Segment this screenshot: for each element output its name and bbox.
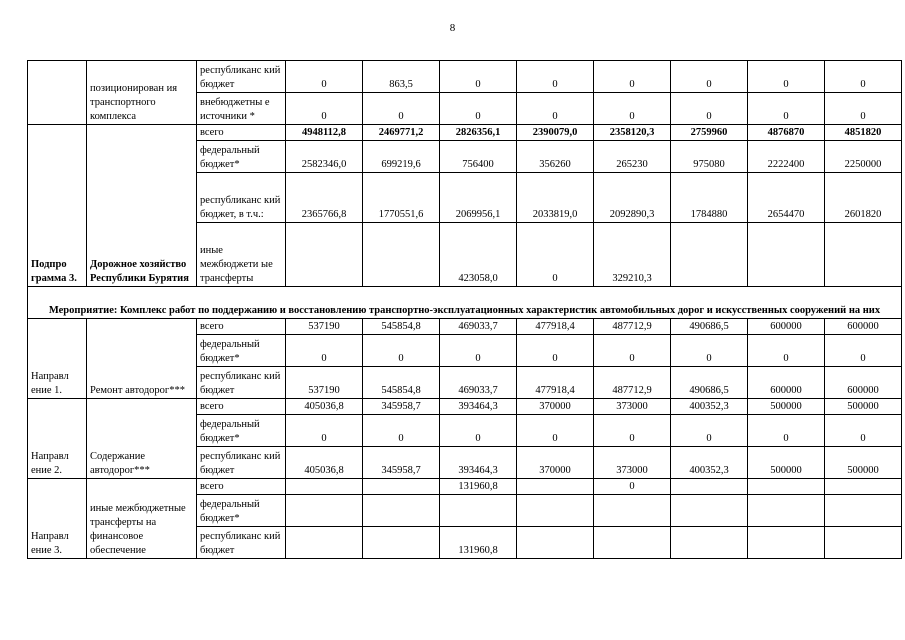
value-cell: 0 <box>748 61 825 93</box>
value-cell: 490686,5 <box>671 319 748 335</box>
value-cell: 356260 <box>517 141 594 173</box>
value-cell: 600000 <box>748 367 825 399</box>
value-cell: 500000 <box>748 399 825 415</box>
value-cell <box>748 495 825 527</box>
value-cell <box>671 527 748 559</box>
value-cell: 2365766,8 <box>286 173 363 223</box>
value-cell: 393464,3 <box>440 447 517 479</box>
value-cell: 345958,7 <box>363 399 440 415</box>
page-number: 8 <box>449 22 456 34</box>
value-cell: 0 <box>517 93 594 125</box>
table-row <box>28 399 902 415</box>
section-cell: Направл ение 2. <box>28 399 87 479</box>
value-cell: 4851820 <box>825 125 902 141</box>
funding-source: республиканс кий бюджет <box>197 367 286 399</box>
value-cell: 0 <box>363 335 440 367</box>
value-cell: 0 <box>671 415 748 447</box>
value-cell <box>286 223 363 287</box>
funding-source: республиканс кий бюджет, в т.ч.: <box>197 173 286 223</box>
value-cell: 131960,8 <box>440 479 517 495</box>
value-cell <box>671 495 748 527</box>
funding-source: федеральный бюджет* <box>197 415 286 447</box>
value-cell <box>363 527 440 559</box>
value-cell: 2033819,0 <box>517 173 594 223</box>
section-cell: Направл ение 3. <box>28 479 87 559</box>
section-cell: Направл ение 1. <box>28 319 87 399</box>
value-cell: 0 <box>594 335 671 367</box>
value-cell <box>671 479 748 495</box>
activity-name: Содержание автодорог*** <box>87 399 197 479</box>
value-cell: 370000 <box>517 447 594 479</box>
value-cell: 545854,8 <box>363 367 440 399</box>
value-cell: 600000 <box>825 367 902 399</box>
value-cell <box>517 495 594 527</box>
funding-source: республиканс кий бюджет <box>197 61 286 93</box>
table-row <box>28 479 902 495</box>
value-cell: 756400 <box>440 141 517 173</box>
value-cell: 400352,3 <box>671 447 748 479</box>
value-cell <box>440 495 517 527</box>
value-cell: 0 <box>748 93 825 125</box>
value-cell <box>363 223 440 287</box>
value-cell: 477918,4 <box>517 367 594 399</box>
funding-source: федеральный бюджет* <box>197 495 286 527</box>
funding-source: республиканс кий бюджет <box>197 527 286 559</box>
value-cell <box>825 479 902 495</box>
value-cell <box>286 495 363 527</box>
value-cell: 0 <box>671 93 748 125</box>
value-cell: 0 <box>594 479 671 495</box>
value-cell: 0 <box>825 93 902 125</box>
funding-source: федеральный бюджет* <box>197 335 286 367</box>
value-cell: 2358120,3 <box>594 125 671 141</box>
activity-name: Дорожное хозяйство Республики Бурятия <box>87 125 197 287</box>
table-row <box>28 61 902 93</box>
value-cell <box>594 495 671 527</box>
value-cell: 345958,7 <box>363 447 440 479</box>
value-cell: 0 <box>286 93 363 125</box>
value-cell: 2759960 <box>671 125 748 141</box>
value-cell <box>286 479 363 495</box>
funding-source: федеральный бюджет* <box>197 141 286 173</box>
value-cell <box>748 527 825 559</box>
value-cell: 2654470 <box>748 173 825 223</box>
value-cell: 0 <box>825 61 902 93</box>
value-cell: 537190 <box>286 367 363 399</box>
value-cell: 487712,9 <box>594 319 671 335</box>
value-cell: 2469771,2 <box>363 125 440 141</box>
value-cell <box>594 527 671 559</box>
value-cell: 2582346,0 <box>286 141 363 173</box>
value-cell: 975080 <box>671 141 748 173</box>
activity-heading: Мероприятие: Комплекс работ по поддержанию и восстановлению транспортно-эксплуатационных характеристик автомобильных дорог и искусственных сооружений на них <box>28 287 902 319</box>
value-cell: 0 <box>440 61 517 93</box>
value-cell <box>825 223 902 287</box>
value-cell: 0 <box>748 335 825 367</box>
value-cell: 2069956,1 <box>440 173 517 223</box>
value-cell: 131960,8 <box>440 527 517 559</box>
value-cell: 487712,9 <box>594 367 671 399</box>
value-cell: 2222400 <box>748 141 825 173</box>
value-cell: 600000 <box>748 319 825 335</box>
funding-source: иные межбюджети ые трансферты <box>197 223 286 287</box>
budget-table <box>27 60 902 559</box>
funding-source: внебюджетны е источники * <box>197 93 286 125</box>
activity-name: иные межбюджетные трансферты на финансовое обеспечение <box>87 479 197 559</box>
value-cell: 699219,6 <box>363 141 440 173</box>
value-cell <box>748 223 825 287</box>
value-cell: 0 <box>517 415 594 447</box>
table-row <box>28 125 902 141</box>
value-cell: 0 <box>594 415 671 447</box>
value-cell: 537190 <box>286 319 363 335</box>
value-cell: 0 <box>440 335 517 367</box>
value-cell: 2250000 <box>825 141 902 173</box>
value-cell: 469033,7 <box>440 319 517 335</box>
value-cell: 0 <box>748 415 825 447</box>
value-cell <box>363 479 440 495</box>
value-cell <box>748 479 825 495</box>
value-cell: 370000 <box>517 399 594 415</box>
value-cell <box>517 479 594 495</box>
value-cell: 1784880 <box>671 173 748 223</box>
value-cell: 4876870 <box>748 125 825 141</box>
value-cell: 0 <box>517 335 594 367</box>
funding-source: всего <box>197 399 286 415</box>
value-cell: 2390079,0 <box>517 125 594 141</box>
value-cell: 2601820 <box>825 173 902 223</box>
value-cell: 0 <box>671 335 748 367</box>
value-cell: 500000 <box>748 447 825 479</box>
value-cell: 373000 <box>594 399 671 415</box>
value-cell: 0 <box>825 335 902 367</box>
value-cell: 545854,8 <box>363 319 440 335</box>
funding-source: всего <box>197 479 286 495</box>
value-cell: 863,5 <box>363 61 440 93</box>
value-cell: 1770551,6 <box>363 173 440 223</box>
value-cell: 500000 <box>825 447 902 479</box>
value-cell: 0 <box>363 93 440 125</box>
value-cell: 477918,4 <box>517 319 594 335</box>
value-cell: 0 <box>517 223 594 287</box>
activity-name: Ремонт автодорог*** <box>87 319 197 399</box>
value-cell: 490686,5 <box>671 367 748 399</box>
value-cell: 469033,7 <box>440 367 517 399</box>
funding-source: всего <box>197 125 286 141</box>
value-cell: 0 <box>286 335 363 367</box>
funding-source: республиканс кий бюджет <box>197 447 286 479</box>
value-cell: 0 <box>594 93 671 125</box>
value-cell: 265230 <box>594 141 671 173</box>
value-cell: 2092890,3 <box>594 173 671 223</box>
value-cell: 405036,8 <box>286 399 363 415</box>
value-cell: 2826356,1 <box>440 125 517 141</box>
value-cell <box>363 495 440 527</box>
value-cell: 500000 <box>825 399 902 415</box>
value-cell: 423058,0 <box>440 223 517 287</box>
value-cell <box>825 495 902 527</box>
value-cell: 0 <box>286 415 363 447</box>
value-cell <box>517 527 594 559</box>
section-cell: Подпро грамма 3. <box>28 125 87 287</box>
value-cell <box>286 527 363 559</box>
value-cell: 405036,8 <box>286 447 363 479</box>
value-cell: 400352,3 <box>671 399 748 415</box>
value-cell: 600000 <box>825 319 902 335</box>
table-row <box>28 287 902 319</box>
section-cell <box>28 61 87 125</box>
value-cell: 373000 <box>594 447 671 479</box>
value-cell: 0 <box>594 61 671 93</box>
value-cell: 0 <box>440 93 517 125</box>
value-cell: 4948112,8 <box>286 125 363 141</box>
value-cell: 0 <box>286 61 363 93</box>
value-cell: 0 <box>363 415 440 447</box>
value-cell <box>825 527 902 559</box>
funding-source: всего <box>197 319 286 335</box>
value-cell: 393464,3 <box>440 399 517 415</box>
value-cell <box>671 223 748 287</box>
activity-name: позиционирован ия транспортного комплекса <box>87 61 197 125</box>
value-cell: 0 <box>671 61 748 93</box>
value-cell: 0 <box>440 415 517 447</box>
value-cell: 329210,3 <box>594 223 671 287</box>
table-row <box>28 319 902 335</box>
value-cell: 0 <box>517 61 594 93</box>
value-cell: 0 <box>825 415 902 447</box>
